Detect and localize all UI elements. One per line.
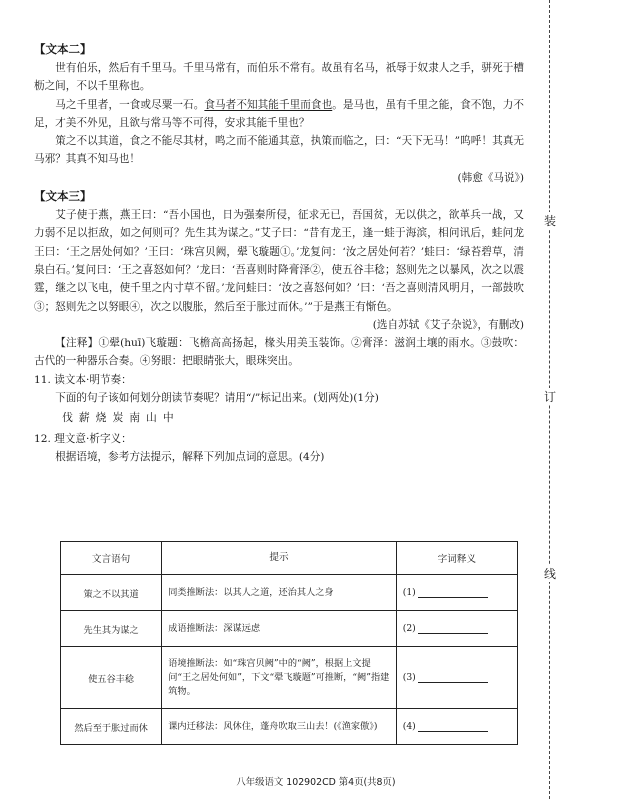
text2-source: (韩愈《马说》)	[457, 171, 524, 184]
text2-heading: 【文本二】	[34, 42, 92, 56]
text3-heading: 【文本三】	[34, 189, 92, 204]
q12-hint-3: 语境推断法：如“珠宫贝阙”中的“阙”，根据上文提问“王之居处何如”，下文“翚飞璇题”可推断，“阙”指建筑物。	[162, 647, 397, 709]
text2-paragraph-3: 策之不以其道，食之不能尽其材，鸣之而不能通其意，执策而临之，曰：“天下无马！”呜呼！其真无马邪？其真不知马也！	[34, 135, 524, 166]
q12-answer-label-1: (1)	[402, 587, 416, 598]
q12-hint-4: 课内迁移法：风休住，蓬舟吹取三山去！(《渔家傲》)	[162, 709, 397, 745]
q12-answer-3[interactable]	[396, 647, 517, 709]
q12-hint-1: 同类推断法：以其人之道，还治其人之身	[162, 575, 397, 611]
q12-answer-4[interactable]	[396, 709, 517, 745]
text2-paragraph-2	[34, 96, 524, 133]
q12-answer-label-2: (2)	[402, 623, 416, 634]
q12-answer-label-4: (4)	[402, 721, 416, 732]
binding-char-xian: 线	[543, 567, 556, 581]
table-row	[61, 611, 518, 647]
q12-answer-label-3: (3)	[402, 672, 416, 683]
q12-hint-2: 成语推断法：深谋远虑	[162, 611, 397, 647]
q11-instruction: 下面的句子该如何划分朗读节奏呢？请用“/”标记出来。(划两处)(1分)	[55, 392, 379, 405]
q12-answer-1[interactable]	[396, 575, 517, 611]
q12-title: 12. 理文意·析字义：	[34, 432, 132, 445]
q11-title: 11. 读文本·明节奏：	[34, 373, 132, 386]
q12-phrase-1: 策之不以其道	[61, 575, 162, 611]
q12-phrase-2: 先生其为谋之	[61, 611, 162, 647]
q12-instruction: 根据语境，参考方法提示，解释下列加点词的意思。(4分)	[55, 450, 325, 463]
binding-char-ding: 订	[543, 390, 556, 404]
table-row	[61, 709, 518, 745]
q11-sentence[interactable]: 伐薪烧炭南山中	[62, 411, 180, 425]
text2-p2-part-c: 。是马也，虽有千里之能，食不饱，力不足，才美不外见，且欲与常马等不可得，安求其能千里也？	[34, 98, 524, 129]
answer-blank[interactable]	[418, 672, 488, 683]
answer-blank[interactable]	[418, 623, 488, 634]
q12-phrase-3: 使五谷丰稔	[61, 647, 162, 709]
text2-p2-underlined: 食马者不知其能千里而食也	[204, 98, 333, 111]
q12-header-phrase: 文言语句	[61, 542, 162, 575]
text3-paragraph: 艾子使于燕，燕王曰：“吾小国也，日为强秦所侵，征求无已，吾国贫，无以供之，欲革兵一战，又力弱不足以拒敌，如之何则可？先生其为谋之。”艾子曰：“昔有龙王，逢一蛙于海滨，相问讯后，蛙问龙王曰：‘王之居处何如？’王曰：‘珠宫贝阙，翚飞璇题①。’龙复问：‘汝之居处何若？’蛙曰：‘绿苔碧草，清泉白石。’复问曰：‘王之喜怒如何？’龙曰：‘吾喜则时降膏泽②，使五谷丰稔；怒则先之以暴风，次之以震霆，继之以飞电，使千里之内寸草不留。’龙问蛙曰：‘汝之喜怒何如？’曰：‘吾之喜则清风明月，一部鼓吹③；怒则先之以努眼④，次之以腹胀，然后至于胀过而休。’”于是燕王有惭色。	[34, 209, 524, 313]
q12-header-hint: 提示	[162, 542, 397, 575]
text2-p2-part-a: 马之千里者，一食或尽粟一石。	[55, 98, 205, 111]
q12-table	[60, 541, 518, 745]
q12-header-answer: 字词释义	[396, 542, 517, 575]
answer-blank[interactable]	[418, 721, 488, 732]
q12-answer-2[interactable]	[396, 611, 517, 647]
q12-phrase-4: 然后至于胀过而休	[61, 709, 162, 745]
page-footer: 八年级语文 102902CD 第4页(共8页)	[236, 777, 396, 788]
passage-area	[34, 40, 524, 466]
text3-source: (选自苏轼《艾子杂说》，有删改)	[372, 318, 524, 331]
q12-table-header-row	[61, 542, 518, 575]
table-row	[61, 647, 518, 709]
table-row	[61, 575, 518, 611]
text3-notes: 【注释】①翚(huī)飞璇题：飞檐高高扬起，椽头用美玉装饰。②膏泽：滋润土壤的雨水。③鼓吹：古代的一种器乐合奏。④努眼：把眼睛张大，眼珠突出。	[34, 337, 524, 368]
text2-paragraph-1: 世有伯乐，然后有千里马。千里马常有，而伯乐不常有。故虽有名马，祇辱于奴隶人之手，骈死于槽枥之间，不以千里称也。	[34, 62, 524, 93]
binding-char-zhuang: 装	[543, 214, 556, 228]
answer-blank[interactable]	[418, 587, 488, 598]
binding-margin	[540, 0, 560, 799]
